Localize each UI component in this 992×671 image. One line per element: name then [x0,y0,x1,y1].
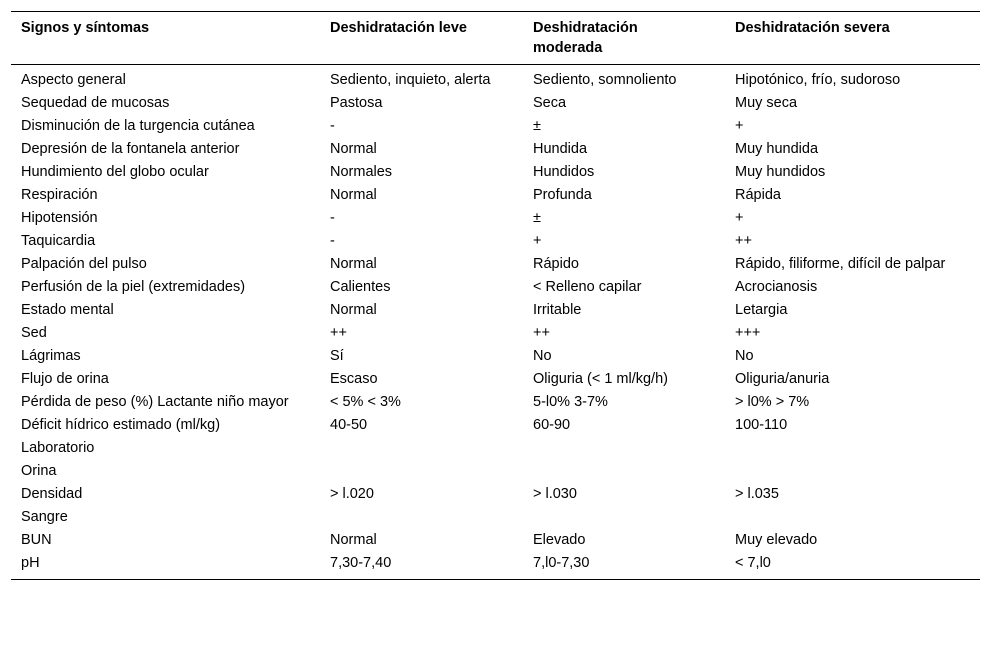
moderate-cell: ± [533,210,541,226]
mild-cell: Sediento, inquieto, alerta [330,72,491,88]
table-row [11,253,980,276]
header-cell-mild: Deshidratación leve [330,20,467,36]
header-cell-moderate: Deshidratación moderada [533,20,638,56]
row-label-cell: Densidad [21,486,83,502]
row-label-cell: Hundimiento del globo ocular [21,164,209,180]
row-label-cell: Sangre [21,509,68,525]
severe-cell: Rápida [735,187,781,203]
mild-cell: Normales [330,164,393,180]
header-cell-severe: Deshidratación severa [735,20,890,36]
severe-cell: Letargia [735,302,788,318]
moderate-cell: Seca [533,95,567,111]
severe-cell: Rápido, filiforme, difícil de palpar [735,256,946,272]
mild-cell: > l.020 [330,486,374,502]
mild-cell: Pastosa [330,95,383,111]
dehydration-table-container [11,11,980,580]
table-row [11,276,980,299]
row-label-cell: Disminución de la turgencia cutánea [21,118,255,134]
moderate-cell: Profunda [533,187,592,203]
moderate-cell: Irritable [533,302,582,318]
severe-cell: Acrocianosis [735,279,818,295]
mild-cell: Sí [330,348,344,364]
header-cell-signs: Signos y síntomas [21,20,150,36]
row-label-cell: Estado mental [21,302,114,318]
row-label-cell: Taquicardia [21,233,96,249]
mild-cell: 7,30-7,40 [330,555,392,571]
moderate-cell: 5-l0% 3-7% [533,394,608,410]
row-label-cell: Flujo de orina [21,371,109,387]
mild-cell [320,437,523,460]
row-label-cell: Sed [21,325,47,341]
moderate-cell: Hundidos [533,164,595,180]
moderate-cell: Sediento, somnoliento [533,72,677,88]
dehydration-signs-table [11,11,980,580]
moderate-cell: 7,l0-7,30 [533,555,590,571]
mild-cell: - [330,118,335,134]
moderate-cell [523,506,725,529]
table-row [11,414,980,437]
row-label-cell: Palpación del pulso [21,256,147,272]
table-row [11,460,980,483]
moderate-cell: Oliguria (< 1 ml/kg/h) [533,371,668,387]
severe-cell: Muy elevado [735,532,818,548]
table-row [11,138,980,161]
severe-cell: No [735,348,754,364]
table-row [11,437,980,460]
table-row [11,345,980,368]
moderate-cell: Rápido [533,256,579,272]
row-label-cell: pH [21,555,40,571]
mild-cell: 40-50 [330,417,368,433]
table-row [11,391,980,414]
mild-cell: ++ [330,325,347,341]
row-label-cell: Respiración [21,187,98,203]
severe-cell [725,437,980,460]
table-row [11,115,980,138]
severe-cell: > l.035 [735,486,779,502]
table-row [11,184,980,207]
severe-cell: Oliguria/anuria [735,371,830,387]
row-label-cell: Déficit hídrico estimado (ml/kg) [21,417,221,433]
mild-cell: Normal [330,532,377,548]
severe-cell: < 7,l0 [735,555,771,571]
moderate-cell [523,460,725,483]
moderate-cell [523,437,725,460]
mild-cell: - [330,210,335,226]
severe-cell: 100-110 [735,417,788,433]
moderate-cell: ++ [533,325,550,341]
row-label-cell: Lágrimas [21,348,81,364]
row-label-cell: Pérdida de peso (%) Lactante niño mayor [21,394,289,410]
mild-cell [320,460,523,483]
header-row [11,12,980,65]
moderate-cell: + [533,233,542,249]
table-row [11,161,980,184]
table-row [11,368,980,391]
table-body [11,65,980,580]
mild-cell [320,506,523,529]
mild-cell: < 5% < 3% [330,394,401,410]
mild-cell: Normal [330,187,377,203]
row-label-cell: Orina [21,463,57,479]
moderate-cell: Elevado [533,532,586,548]
severe-cell: Muy hundidos [735,164,826,180]
moderate-cell: < Relleno capilar [533,279,642,295]
table-row [11,506,980,529]
row-label-cell: Sequedad de mucosas [21,95,170,111]
row-label-cell: Depresión de la fontanela anterior [21,141,240,157]
table-row [11,207,980,230]
severe-cell: Muy hundida [735,141,819,157]
severe-cell [725,506,980,529]
severe-cell: > l0% > 7% [735,394,810,410]
severe-cell: + [735,210,744,226]
mild-cell: Normal [330,302,377,318]
table-row [11,92,980,115]
severe-cell: + [735,118,744,134]
severe-cell: Muy seca [735,95,798,111]
row-label-cell: Aspecto general [21,72,126,88]
table-row [11,552,980,580]
table-header [11,12,980,65]
row-label-cell: Hipotensión [21,210,98,226]
severe-cell: +++ [735,325,761,341]
table-row [11,299,980,322]
table-row [11,322,980,345]
row-label-cell: BUN [21,532,52,548]
table-row [11,529,980,552]
mild-cell: Normal [330,256,377,272]
moderate-cell: Hundida [533,141,588,157]
mild-cell: Calientes [330,279,391,295]
row-label-cell: Perfusión de la piel (extremidades) [21,279,246,295]
severe-cell: Hipotónico, frío, sudoroso [735,72,901,88]
severe-cell [725,460,980,483]
moderate-cell: ± [533,118,541,134]
table-row [11,483,980,506]
table-row [11,65,980,93]
moderate-cell: 60-90 [533,417,571,433]
mild-cell: - [330,233,335,249]
table-row [11,230,980,253]
mild-cell: Normal [330,141,377,157]
row-label-cell: Laboratorio [21,440,95,456]
moderate-cell: > l.030 [533,486,577,502]
severe-cell: ++ [735,233,752,249]
mild-cell: Escaso [330,371,378,387]
moderate-cell: No [533,348,552,364]
